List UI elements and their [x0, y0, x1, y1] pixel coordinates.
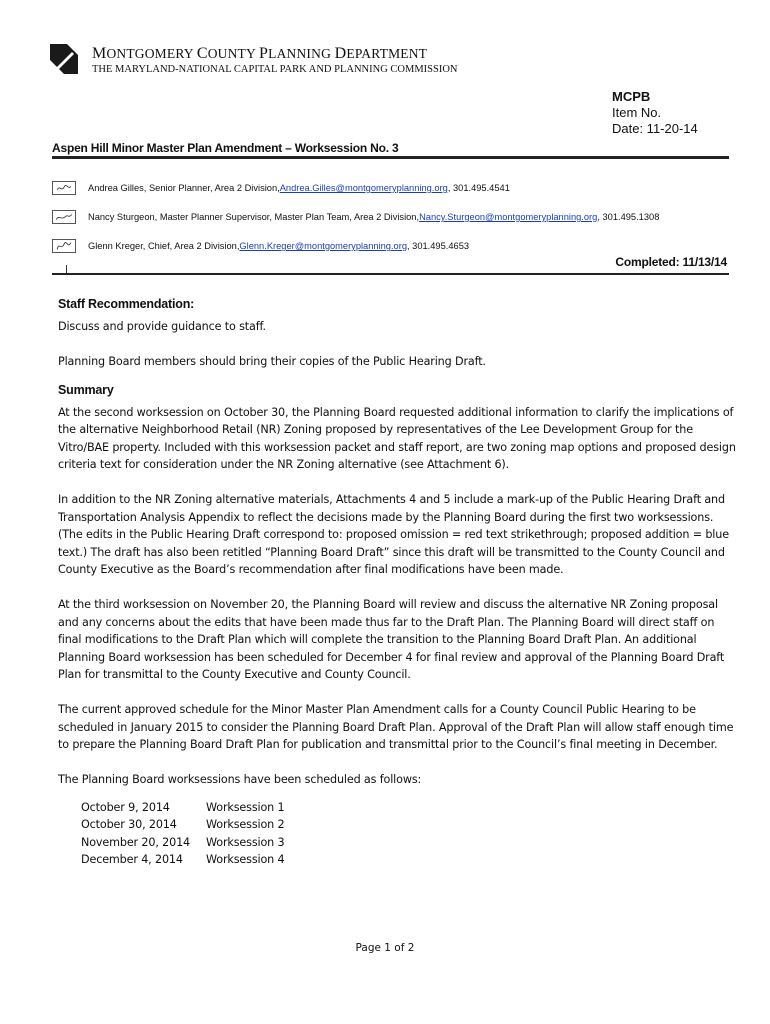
- title-divider: [52, 156, 729, 159]
- schedule-date: November 20, 2014: [81, 835, 191, 849]
- staff-email-link[interactable]: Glenn.Kreger@montgomeryplanning.org: [239, 241, 407, 251]
- completed-date: Completed: 11/13/14: [615, 255, 727, 269]
- schedule-session: Worksession 3: [206, 835, 285, 849]
- item-number: Item No.: [612, 105, 662, 120]
- department-name-text: MONTGOMERY COUNTY PLANNING DEPARTMENT: [92, 45, 428, 62]
- page-number: Page 1 of 2: [355, 942, 415, 954]
- schedule-date: October 30, 2014: [81, 818, 177, 831]
- staff-phone: , 301.495.4541: [447, 183, 510, 193]
- memo-date: Date: 11-20-14: [612, 121, 698, 136]
- staff-text: Nancy Sturgeon, Master Planner Supervisor, Master Plan Team, Area 2 Division,: [88, 212, 420, 222]
- schedule-session: Worksession 2: [206, 818, 285, 831]
- schedule-session: Worksession 1: [206, 800, 285, 814]
- header-divider: [52, 273, 729, 275]
- summary-heading: Summary: [58, 383, 114, 397]
- staff-email-link[interactable]: Nancy.Sturgeon@montgomeryplanning.org: [419, 212, 598, 222]
- summary-paragraph: The current approved schedule for the Minor Master Plan Amendment calls for a County Council Public Hearing to be scheduled in January 2015 to consider the Planning Board Draft Plan. Approval of the Draft Plan will allow staff enough time to prepare the Planning Board Draft Plan for publication and transmittal prior to the Council’s final meeting in December.: [58, 703, 734, 751]
- staff-phone: , 301.495.1308: [597, 212, 660, 222]
- table-row: [81, 851, 284, 869]
- table-row: [81, 834, 284, 852]
- commission-name: THE MARYLAND-NATIONAL CAPITAL PARK AND PLANNING COMMISSION: [92, 64, 458, 75]
- schedule-date: December 4, 2014: [81, 853, 183, 866]
- summary-paragraph: At the third worksession on November 20, the Planning Board will review and discuss the alternative NR Zoning proposal and any concerns about the edits that have been made thus far to the Draft Plan. The Planning Board will direct staff on final modifications to the Draft Plan which will complete the transition to the Planning Board Draft Plan. An additional Planning Board worksession has been scheduled for December 4 for final review and approval of the Planning Board Draft Plan for transmittal to the County Executive and County Council.: [58, 598, 725, 681]
- schedule-session: Worksession 4: [206, 853, 285, 866]
- memo-body: [58, 296, 738, 869]
- summary-paragraph: The Planning Board worksessions have been scheduled as follows:: [58, 773, 422, 786]
- department-name: [92, 45, 427, 63]
- table-row: [81, 799, 284, 817]
- summary-paragraph: At the second worksession on October 30, the Planning Board requested additional information to clarify the implications of the alternative Neighborhood Retail (NR) Zoning proposed by representatives of the Lee Development Group for the Vitro/BAE property. Included with this worksession packet and staff report, are two zoning map options and proposed design criteria text for consideration under the NR Zoning alternative (see Attachment 6).: [58, 405, 736, 471]
- staff-phone: , 301.495.4653: [407, 241, 470, 251]
- mcpb-label: MCPB: [612, 89, 651, 104]
- recommendation-paragraph: Planning Board members should bring their copies of the Public Hearing Draft.: [58, 354, 486, 368]
- staff-row: [52, 210, 659, 224]
- summary-paragraph: In addition to the NR Zoning alternative materials, Attachments 4 and 5 include a mark-up of the Public Hearing Draft and Transportation Analysis Appendix to reflect the decisions made by the Planning Board during the first two worksessions. (The edits in the Public Hearing Draft correspond to: proposed omission = red text strikethrough; proposed addition = blue text.) The draft has also been retitled “Planning Board Draft” since this draft will be transmitted to the County Council and County Executive as the Board’s recommendation after final modifications have been made.: [58, 493, 729, 576]
- staff-row: [52, 181, 510, 195]
- mcpd-logo-icon: [50, 44, 78, 74]
- recommendation-heading: Staff Recommendation:: [58, 297, 195, 311]
- signature-icon: [52, 239, 76, 253]
- signature-icon: [52, 181, 76, 195]
- staff-text: Andrea Gilles, Senior Planner, Area 2 Division,: [88, 183, 280, 193]
- mcpb-block: [612, 89, 698, 137]
- recommendation-paragraph: Discuss and provide guidance to staff.: [58, 319, 266, 333]
- staff-text: Glenn Kreger, Chief, Area 2 Division,: [88, 241, 240, 251]
- worksession-schedule: [81, 799, 284, 869]
- memo-title: Aspen Hill Minor Master Plan Amendment – Worksession No. 3: [52, 141, 399, 155]
- schedule-date: October 9, 2014: [81, 800, 170, 814]
- staff-row: [52, 239, 469, 253]
- signature-icon: [52, 210, 76, 224]
- staff-email-link[interactable]: Andrea.Gilles@montgomeryplanning.org: [279, 183, 448, 193]
- table-row: [81, 816, 284, 834]
